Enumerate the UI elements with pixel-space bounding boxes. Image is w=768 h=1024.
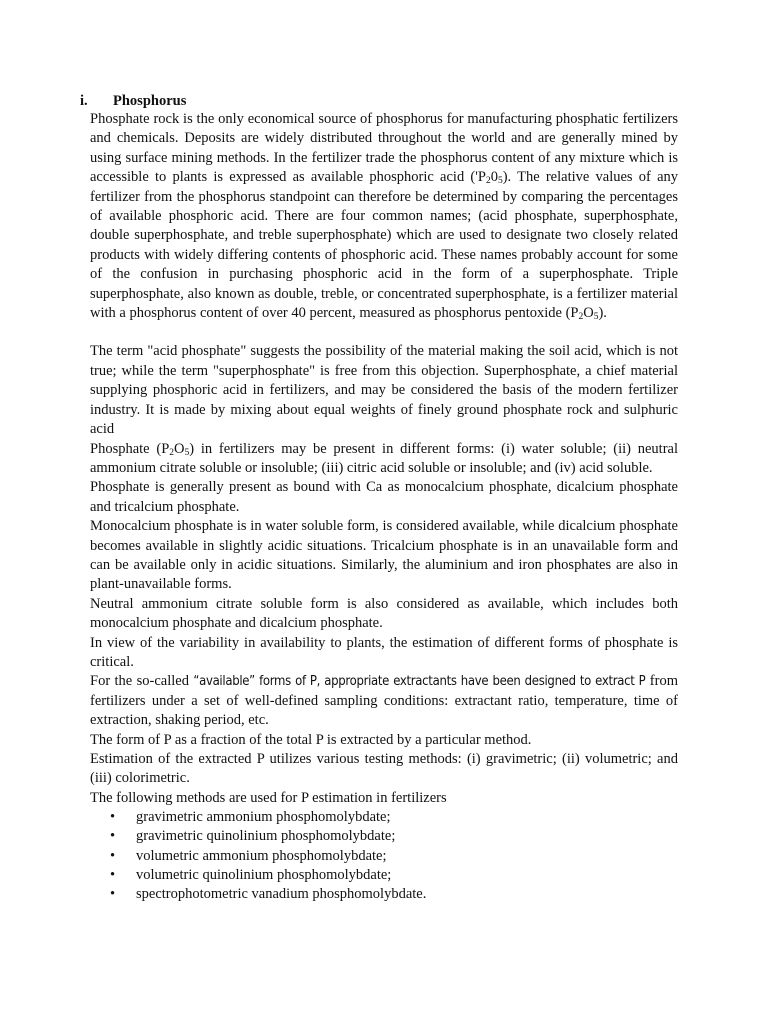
section-body xyxy=(90,110,678,904)
list-item: • volumetric quinolinium phosphomolybdate; xyxy=(108,866,678,885)
list-item: • volumetric ammonium phosphomolybdate; xyxy=(108,847,678,866)
section-number: i. xyxy=(80,93,88,109)
methods-list xyxy=(90,808,678,904)
paragraph-neutral-citrate: Neutral ammonium citrate soluble form is also considered as available, which includes both monocalcium phosphate and dicalcium phosphate. xyxy=(90,595,678,632)
bullet-icon: • xyxy=(110,809,116,826)
list-item: • spectrophotometric vanadium phosphomolybdate. xyxy=(108,885,678,904)
paragraph-fraction: The form of P as a fraction of the total P is extracted by a particular method. xyxy=(90,731,532,748)
paragraph-variability: In view of the variability in availability to plants, the estimation of different forms of phosphate is critical. xyxy=(90,634,678,670)
section-title: Phosphorus xyxy=(113,93,187,109)
paragraph-available-forms: For the so-called “available” forms of P, appropriate extractants have been designed to extract P from fertilizers under a set of well-defined sampling conditions: extractant ratio, temperature, time of extraction, shaking period, etc. xyxy=(90,673,678,729)
paragraph-methods-intro: The following methods are used for P estimation in fertilizers xyxy=(90,789,447,806)
paragraph-phosphate-rock: Phosphate rock is the only economical source of phosphorus for manufacturing phosphatic fertilizers and chemicals. Deposits are widely distributed throughout the world and are generally mined by using surface mining methods. In the fertilizer trade the phosphorus content of any mixture which is accessible to plants is expressed as available phosphoric acid $('P_20_5)$. The relative values of any fertilizer from the phosphorus standpoint can therefore be determined by comparing the percentages of available phosphoric acid. There are four common names; (acid phosphate, superphosphate, double superphosphate, and treble superphosphate) which are used to designate two closely related products with widely differing contents of phosphoric acid. These names probably account for some of the confusion in purchasing phosphoric acid in the form of a superphosphate. Triple superphosphate, also known as double, treble, or concentrated superphosphate, is a fertilizer material with a phosphorus content of over 40 percent, measured as phosphorus pentoxide $(P_2O_5)$. xyxy=(90,111,679,323)
section-heading xyxy=(80,92,186,110)
bullet-icon: • xyxy=(110,866,116,883)
paragraph-acid-phosphate-term: The term "acid phosphate" suggests the possibility of the material making the soil acid, which is not true; while the term "superphosphate" is free from this objection. Superphosphate, a chief material supplying phosphoric acid in fertilizers, and may be considered the basis of the modern fertilizer industry. It is made by mixing about equal weights of finely ground phosphate rock and sulphuric acid xyxy=(90,343,678,438)
paragraph-calcium-bound: Phosphate is generally present as bound with Ca as monocalcium phosphate, dicalcium phosphate and tricalcium phosphate. xyxy=(90,479,678,515)
bullet-icon: • xyxy=(110,847,116,864)
list-item: • gravimetric quinolinium phosphomolybdate; xyxy=(108,827,678,846)
bullet-icon: • xyxy=(110,886,116,903)
bullet-icon: • xyxy=(110,828,116,845)
list-item: • gravimetric ammonium phosphomolybdate; xyxy=(108,808,678,827)
paragraph-phosphate-forms: Phosphate $(P_2O_5)$ in fertilizers may be present in different forms: (i) water soluble; (ii) neutral ammonium citrate soluble or insoluble; (iii) citric acid soluble or insoluble; and (iv) acid soluble. xyxy=(90,440,679,476)
paragraph-testing-methods: Estimation of the extracted P utilizes various testing methods: (i) gravimetric; (ii) volumetric; and (iii) colorimetric. xyxy=(90,751,678,787)
paragraph-monocalcium: Monocalcium phosphate is in water soluble form, is considered available, while dicalcium phosphate becomes available in slightly acidic situations. Tricalcium phosphate is in an unavailable form and can be available only in acidic situations. Similarly, the aluminium and iron phosphates are also in plant-unavailable forms. xyxy=(90,518,678,593)
